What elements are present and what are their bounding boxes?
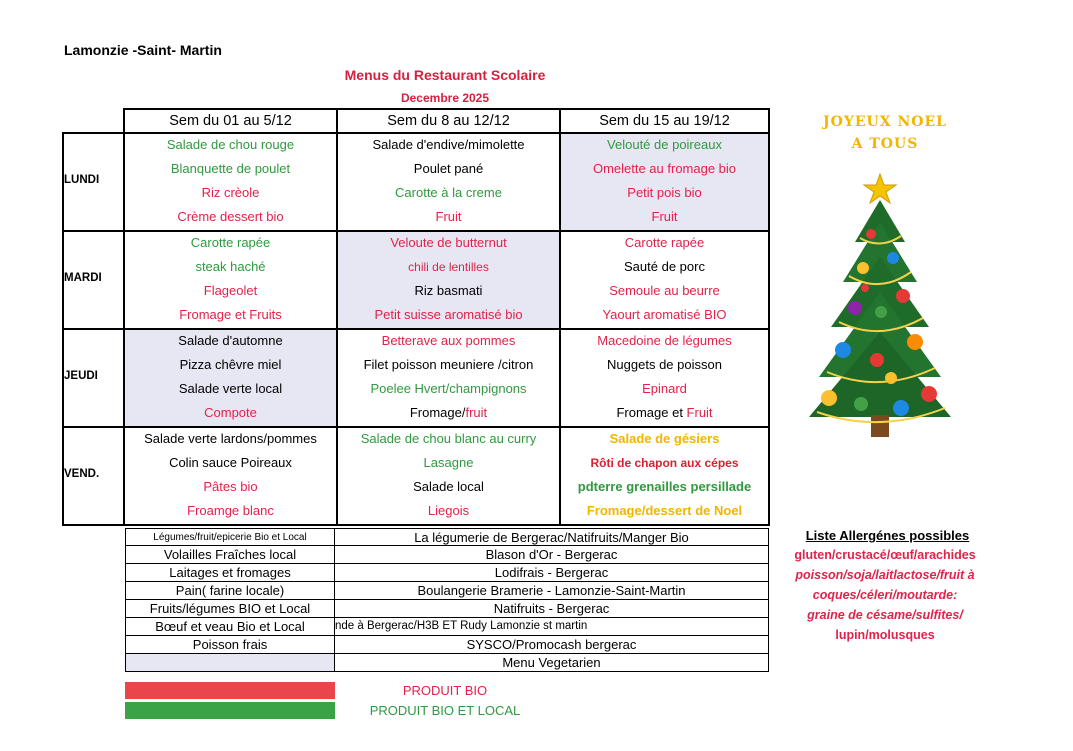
menu-item: Petit suisse aromatisé bio bbox=[374, 307, 523, 322]
menu-item: Fruit bbox=[651, 209, 678, 224]
menu-item: Carotte rapée bbox=[624, 235, 705, 250]
vegetarian-legend-swatch bbox=[126, 654, 335, 671]
menu-item: steak haché bbox=[195, 259, 266, 274]
bio-color-swatch bbox=[125, 682, 335, 699]
week-header: Sem du 15 au 19/12 bbox=[599, 113, 730, 129]
menu-item: Veloute de butternut bbox=[390, 235, 507, 250]
allergen-line: coques/céleri/moutarde: bbox=[812, 588, 958, 602]
menu-item: Omelette au fromage bio bbox=[592, 161, 737, 176]
allergen-line: poisson/soja/laitlactose/fruit à bbox=[795, 568, 975, 582]
supplier-row bbox=[125, 600, 769, 618]
page-title: Menus du Restaurant Scolaire bbox=[344, 67, 546, 83]
menu-item: Fromage et Fruits bbox=[179, 307, 282, 322]
supplier-category: Légumes/fruit/epicerie Bio et Local bbox=[126, 529, 335, 545]
menu-item: Salade d'endive/mimolette bbox=[372, 137, 525, 152]
menu-item: Riz crèole bbox=[201, 185, 260, 200]
bio-local-legend-label: PRODUIT BIO ET LOCAL bbox=[369, 703, 521, 718]
menu-item: pdterre grenailles persillade bbox=[577, 479, 752, 494]
menu-item: Pizza chêvre miel bbox=[179, 357, 282, 372]
menu-item: Riz basmati bbox=[414, 283, 483, 298]
menu-item: Epinard bbox=[642, 381, 687, 396]
menu-item-part: fruit bbox=[465, 405, 488, 420]
supplier-row bbox=[125, 564, 769, 582]
page-subtitle-month: Decembre 2025 bbox=[400, 91, 490, 105]
supplier-row bbox=[125, 636, 769, 654]
supplier-name: nde à Bergerac/H3B ET Rudy Lamonzie st martin bbox=[335, 620, 588, 632]
menu-item: Filet poisson meuniere /citron bbox=[363, 357, 534, 372]
menu-item: Froamge blanc bbox=[187, 503, 274, 518]
menu-item: Fromage/dessert de Noel bbox=[586, 503, 743, 518]
noel-greeting-line: JOYEUX NOEL bbox=[823, 114, 947, 130]
menu-item: Lasagne bbox=[423, 455, 474, 470]
menu-item: Colin sauce Poireaux bbox=[169, 455, 292, 470]
bio-legend-label: PRODUIT BIO bbox=[402, 683, 488, 698]
menu-item-part: Fromage et bbox=[616, 405, 687, 420]
supplier-category: Bœuf et veau Bio et Local bbox=[126, 618, 335, 635]
week-header: Sem du 8 au 12/12 bbox=[387, 113, 510, 129]
grid-line bbox=[768, 108, 770, 526]
supplier-row bbox=[125, 528, 769, 546]
christmas-tree-icon bbox=[805, 172, 955, 444]
menu-item: Blanquette de poulet bbox=[170, 161, 291, 176]
bio-local-color-swatch bbox=[125, 702, 335, 719]
supplier-name: Lodifrais - Bergerac bbox=[494, 565, 609, 580]
menu-item: Pâtes bio bbox=[203, 479, 258, 494]
supplier-name: SYSCO/Promocash bergerac bbox=[466, 637, 637, 652]
supplier-name: Natifruits - Bergerac bbox=[493, 601, 610, 616]
supplier-row bbox=[125, 654, 769, 672]
menu-item: Poelee Hvert/champignons bbox=[370, 381, 527, 396]
menu-item: Salade de chou blanc au curry bbox=[360, 431, 537, 446]
menu-item: Salade verte lardons/pommes bbox=[144, 431, 317, 446]
menu-item: Yaourt aromatisé BIO bbox=[602, 307, 727, 322]
menu-item bbox=[561, 401, 768, 425]
menu-item: Salade d'automne bbox=[178, 333, 283, 348]
supplier-row bbox=[125, 618, 769, 636]
supplier-category: Poisson frais bbox=[126, 636, 335, 653]
menu-item: Liegois bbox=[427, 503, 470, 518]
menu-item bbox=[338, 401, 559, 425]
menu-item: Nuggets de poisson bbox=[607, 357, 722, 372]
day-label-mardi: MARDI bbox=[64, 272, 102, 284]
menu-item: Betterave aux pommes bbox=[381, 333, 516, 348]
menu-item: chili de lentilles bbox=[408, 260, 489, 274]
week-header: Sem du 01 au 5/12 bbox=[169, 113, 292, 129]
vegetarian-legend-label: Menu Vegetarien bbox=[502, 655, 601, 670]
menu-item: Macedoine de légumes bbox=[597, 333, 732, 348]
noel-greeting-line: A TOUS bbox=[851, 136, 919, 152]
supplier-row bbox=[125, 546, 769, 564]
menu-item: Rôti de chapon aux cépes bbox=[590, 456, 739, 470]
grid-line bbox=[62, 132, 64, 526]
supplier-name: La légumerie de Bergerac/Natifruits/Manger Bio bbox=[414, 530, 689, 545]
supplier-category: Fruits/légumes BIO et Local bbox=[126, 600, 335, 617]
menu-item: Velouté de poireaux bbox=[607, 137, 722, 152]
menu-item: Crème dessert bio bbox=[177, 209, 284, 224]
grid-line bbox=[62, 524, 770, 526]
menu-item: Salade de chou rouge bbox=[166, 137, 295, 152]
supplier-category: Laitages et fromages bbox=[126, 564, 335, 581]
day-label-jeudi: JEUDI bbox=[64, 370, 98, 382]
allergen-line: graine de césame/sulfites/ bbox=[807, 608, 963, 622]
menu-item: Poulet pané bbox=[413, 161, 484, 176]
allergen-list-title: Liste Allergénes possibles bbox=[805, 528, 970, 543]
menu-item-part: Fromage/ bbox=[409, 405, 466, 420]
menu-item: Sauté de porc bbox=[624, 259, 705, 274]
allergen-line: gluten/crustacé/œuf/arachides bbox=[794, 548, 976, 562]
day-label-lundi: LUNDI bbox=[64, 174, 100, 186]
menu-item: Semoule au beurre bbox=[609, 283, 720, 298]
menu-item: Carotte à la creme bbox=[395, 185, 502, 200]
menu-item: Carotte rapée bbox=[190, 235, 271, 250]
menu-item: Petit pois bio bbox=[627, 185, 702, 200]
supplier-name: Blason d'Or - Bergerac bbox=[485, 547, 618, 562]
menu-item: Flageolet bbox=[203, 283, 258, 298]
allergen-line: lupin/molusques bbox=[835, 628, 935, 642]
menu-item: Salade local bbox=[413, 479, 484, 494]
menu-item: Compote bbox=[204, 405, 257, 420]
supplier-category: Volailles Fraîches local bbox=[126, 546, 335, 563]
supplier-name: Boulangerie Bramerie - Lamonzie-Saint-Martin bbox=[417, 583, 686, 598]
supplier-row bbox=[125, 582, 769, 600]
menu-item: Salade verte local bbox=[178, 381, 283, 396]
menu-item: Salade de gésiers bbox=[609, 431, 720, 446]
menu-item: Fruit bbox=[435, 209, 462, 224]
menu-item-part: Fruit bbox=[686, 405, 713, 420]
town-name: Lamonzie -Saint- Martin bbox=[64, 42, 222, 58]
day-label-vendredi: VEND. bbox=[64, 468, 100, 480]
supplier-category: Pain( farine locale) bbox=[126, 582, 335, 599]
